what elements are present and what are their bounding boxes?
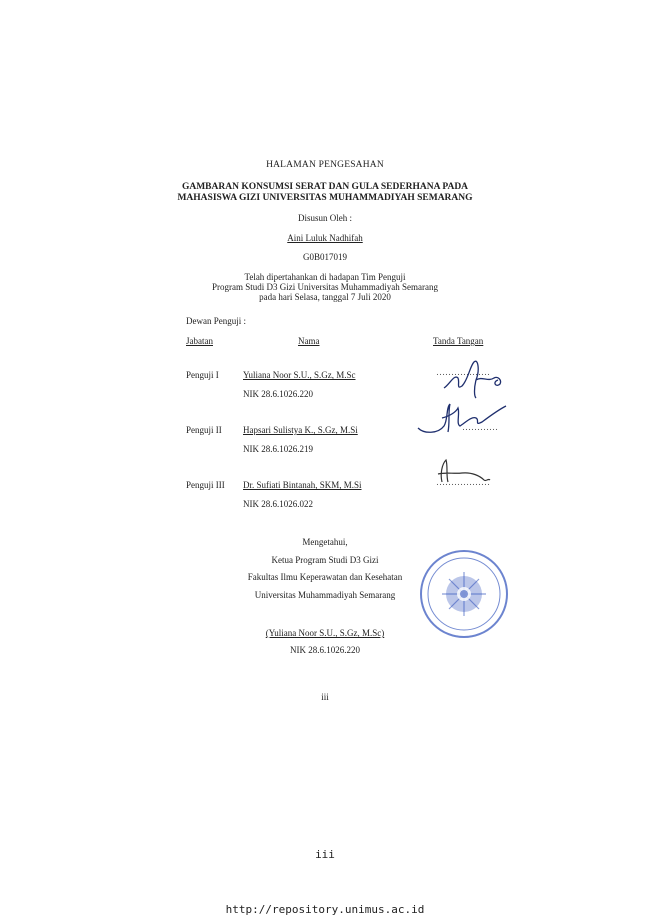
repository-url[interactable]: http://repository.unimus.ac.id: [225, 903, 425, 916]
approval-name: [0, 628, 650, 638]
page-heading: HALAMAN PENGESAHAN: [266, 160, 384, 170]
examiner-1-role: Penguji I: [186, 370, 219, 380]
page-number-inner: iii: [321, 692, 329, 702]
thesis-title-line-2: MAHASISWA GIZI UNIVERSITAS MUHAMMADIYAH SEMARANG: [177, 193, 473, 203]
examiner-1-nik: NIK 28.6.1026.220: [243, 389, 313, 399]
approval-line-3: Universitas Muhammadiyah Semarang: [254, 590, 396, 600]
board-label: Dewan Penguji :: [186, 316, 246, 326]
thesis-title-line-1: GAMBARAN KONSUMSI SERAT DAN GULA SEDERHANA PADA: [181, 182, 469, 192]
author-label: Disusun Oleh :: [298, 213, 352, 223]
approval-label: Mengetahui,: [302, 537, 348, 547]
examiner-3-role: Penguji III: [186, 480, 225, 490]
examiner-2-nik: NIK 28.6.1026.219: [243, 444, 313, 454]
defense-line-3: pada hari Selasa, tanggal 7 Juli 2020: [259, 292, 391, 302]
examiner-2-role: Penguji II: [186, 425, 222, 435]
column-header-position: Jabatan: [186, 336, 213, 346]
author-name: [0, 233, 650, 243]
examiner-1-signature-line: ………………: [436, 367, 490, 377]
examiner-3-name: Dr. Sufiati Bintanah, SKM, M.Si: [243, 480, 362, 490]
page-number: iii: [315, 848, 335, 861]
signature-3-image: [432, 456, 504, 488]
signature-2-image: [410, 398, 510, 438]
signature-1-image: [440, 356, 510, 400]
defense-line-2: Program Studi D3 Gizi Universitas Muhammadiyah Semarang: [212, 282, 438, 292]
column-header-name: Nama: [298, 336, 320, 346]
examiner-3-signature-line: ………………: [436, 477, 490, 487]
examiner-2-name: Hapsari Sulistya K., S.Gz, M.Si: [243, 425, 358, 435]
examiner-3-nik: NIK 28.6.1026.022: [243, 499, 313, 509]
examiner-2-signature-line: …………: [462, 422, 498, 432]
defense-line-1: Telah dipertahankan di hadapan Tim Penguji: [244, 272, 406, 282]
university-stamp-image: [418, 548, 510, 640]
approval-line-1: Ketua Program Studi D3 Gizi: [271, 555, 379, 565]
approval-line-2: Fakultas Ilmu Keperawatan dan Kesehatan: [247, 572, 403, 582]
approval-name-text: (Yuliana Noor S.U., S.Gz, M.Sc): [265, 628, 385, 638]
column-header-signature: Tanda Tangan: [433, 336, 484, 346]
approval-nik: NIK 28.6.1026.220: [290, 645, 360, 655]
examiner-1-name: Yuliana Noor S.U., S.Gz, M.Sc: [243, 370, 356, 380]
author-nim: G0B017019: [302, 252, 347, 262]
author-name-text: Aini Luluk Nadhifah: [287, 233, 363, 243]
